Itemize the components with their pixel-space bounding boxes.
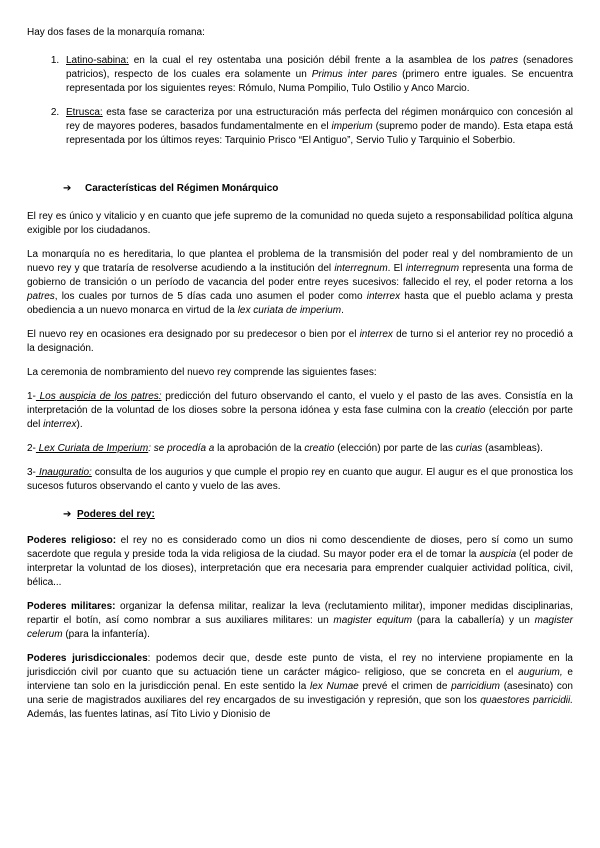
list-item: 2. Etrusca: esta fase se caracteriza por una estructuración más perfecta del régimen monárquico con concesión al rey de mayores poderes, basados fundamentalmente en el imperium (supremo poder de mando). Esta etapa está representada por los últimos reyes: Tarquinio Prisco “El Antiguo”, Servio Tulio y Tarquinio el Soberbio. — [62, 106, 573, 148]
power-military: Poderes militares: organizar la defensa militar, realizar la leva (reclutamiento militar), imponer medidas disciplinarias, repartir el botín, así como nombrar a sus auxiliares militares: un magister equitum (para la caballería) y un magister celerum (para la infantería). — [27, 601, 573, 640]
section-title: Poderes del rey: — [77, 509, 155, 520]
power-religious: Poderes religioso: el rey no es considerado como un dios ni como descendiente de dioses, pero sí como un sumo sacerdote que regula y preside toda la vida religiosa de la ciudad. Su mayor poder era el de tomar la auspicia (el poder de interpretar la voluntad de los dioses), interpretación que era necesaria para emprender cualquier actividad política, civil, bélica... — [27, 535, 573, 588]
document-page — [27, 26, 573, 732]
ceremony-phase: 1- Los auspicia de los patres: predicción del futuro observando el canto, el vuelo y el pasto de las aves. Consistía en la interpretación de la voluntad de los dioses sobre la persona idónea y esta fase culmina con la creatio (elección por parte del interrex). — [27, 391, 573, 430]
paragraph: El nuevo rey en ocasiones era designado por su predecesor o bien por el interrex de turno si el anterior rey no procedió a la designación. — [27, 329, 573, 354]
arrow-right-icon: ➔ — [63, 509, 72, 520]
power-judicial: Poderes jurisdiccionales: podemos decir que, desde este punto de vista, el rey no interviene propiamente en la jurisdicción civil por cuanto que su actuación tiene un carácter mágico- religioso, que se concreta en el augurium, e interviene tan solo en la jurisdicción penal. En este sentido la lex Numae prevé el crimen de parricidium (asesinato) con una serie de magistrados auxiliares del rey encargados de su investigación y represión, que son los quaestores parricidii. Además, las fuentes latinas, así Tito Livio y Dionisio de — [27, 653, 573, 720]
list-item: 1. Latino-sabina: en la cual el rey ostentaba una posición débil frente a la asamblea de los patres (senadores patricios), respecto de los cuales era solamente un Primus inter pares (primero entre iguales. Se encuentra representada por los siguientes reyes: Rómulo, Numa Pompilio, Tulo Ostilio y Anco Marcio. — [62, 54, 573, 96]
paragraph: La monarquía no es hereditaria, lo que plantea el problema de la transmisión del poder real y del nombramiento de un nuevo rey y que trataría de resolverse acudiendo a la institución del interregnum. El interregnum representa una forma de gobierno de transición o un período de vacancia del poder entre reyes sucesivos: fallecido el rey, el poder retorna a los patres, los cuales por turnos de 5 días cada uno asumen el poder como interrex hasta que el pueblo aclama y presta obediencia a un nuevo monarca en virtud de la lex curiata de imperium. — [27, 249, 574, 316]
paragraph: El rey es único y vitalicio y en cuanto que jefe supremo de la comunidad no queda sujeto a responsabilidad política alguna exigible por los ciudadanos. — [27, 211, 573, 236]
ceremony-phase: 2- Lex Curiata de Imperium: se procedía a la aprobación de la creatio (elección) por parte de las curias (asambleas). — [27, 443, 543, 454]
phase-name: Etrusca: — [66, 107, 103, 118]
paragraph: La ceremonia de nombramiento del nuevo rey comprende las siguientes fases: — [27, 367, 377, 378]
section-heading-powers — [63, 508, 573, 522]
section-heading-characteristics — [63, 182, 573, 196]
arrow-right-icon: ➔ — [63, 183, 72, 194]
phase-name: Latino-sabina: — [66, 55, 129, 66]
ceremony-phase: 3- Inauguratio: consulta de los augurios y que cumple el propio rey en cuanto que augur. El augur es el que pronostica los sucesos futuros observando el canto y vuelo de las aves. — [27, 467, 573, 492]
section-title: Características del Régimen Monárquico — [85, 183, 279, 194]
intro-text: Hay dos fases de la monarquía romana: — [27, 27, 205, 38]
phases-list — [27, 54, 573, 148]
